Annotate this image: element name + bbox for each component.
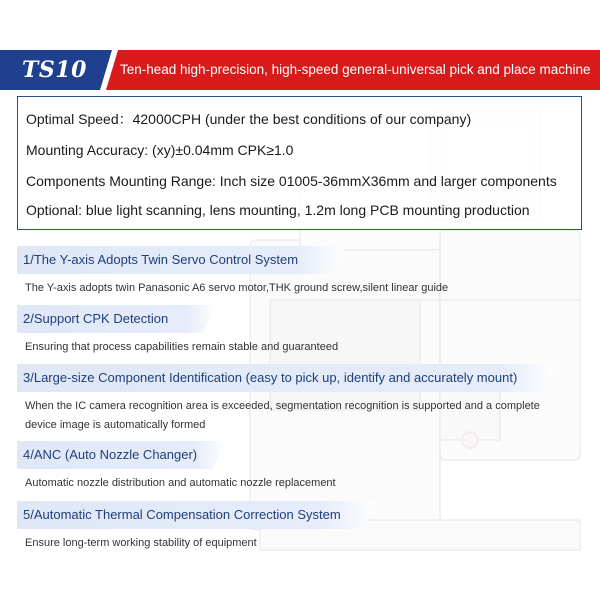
- spec-mounting-range: Components Mounting Range: Inch size 01005-36mmX36mm and larger components: [26, 173, 557, 189]
- header-banner: [0, 50, 600, 90]
- feature-description-line-2: device image is automatically formed: [25, 419, 206, 431]
- spec-optimal-speed: Optimal Speed：42000CPH (under the best conditions of our company): [26, 111, 472, 127]
- feature-title: 4/ANC (Auto Nozzle Changer): [23, 447, 198, 462]
- feature-title: 5/Automatic Thermal Compensation Correction System: [23, 507, 341, 522]
- model-name: TS10: [22, 57, 87, 83]
- feature-title: 1/The Y-axis Adopts Twin Servo Control System: [23, 252, 299, 267]
- feature-title: 3/Large-size Component Identification (easy to pick up, identify and accurately mount): [23, 370, 518, 385]
- feature-description: Ensure long-term working stability of equipment: [25, 537, 257, 549]
- machine-tagline: Ten-head high-precision, high-speed general-universal pick and place machine: [120, 62, 591, 77]
- spec-optional: Optional: blue light scanning, lens mounting, 1.2m long PCB mounting production: [26, 202, 530, 218]
- spec-mounting-accuracy: Mounting Accuracy: (xy)±0.04mm CPK≥1.0: [26, 142, 294, 158]
- feature-description-line-1: When the IC camera recognition area is exceeded, segmentation recognition is supported and a complete: [25, 400, 540, 412]
- feature-description: The Y-axis adopts twin Panasonic A6 servo motor,THK ground screw,silent linear guide: [25, 282, 449, 294]
- specifications-box: [17, 96, 582, 230]
- feature-description: Automatic nozzle distribution and automatic nozzle replacement: [25, 477, 336, 489]
- feature-title: 2/Support CPK Detection: [23, 311, 169, 326]
- feature-description: Ensuring that process capabilities remain stable and guaranteed: [25, 341, 339, 353]
